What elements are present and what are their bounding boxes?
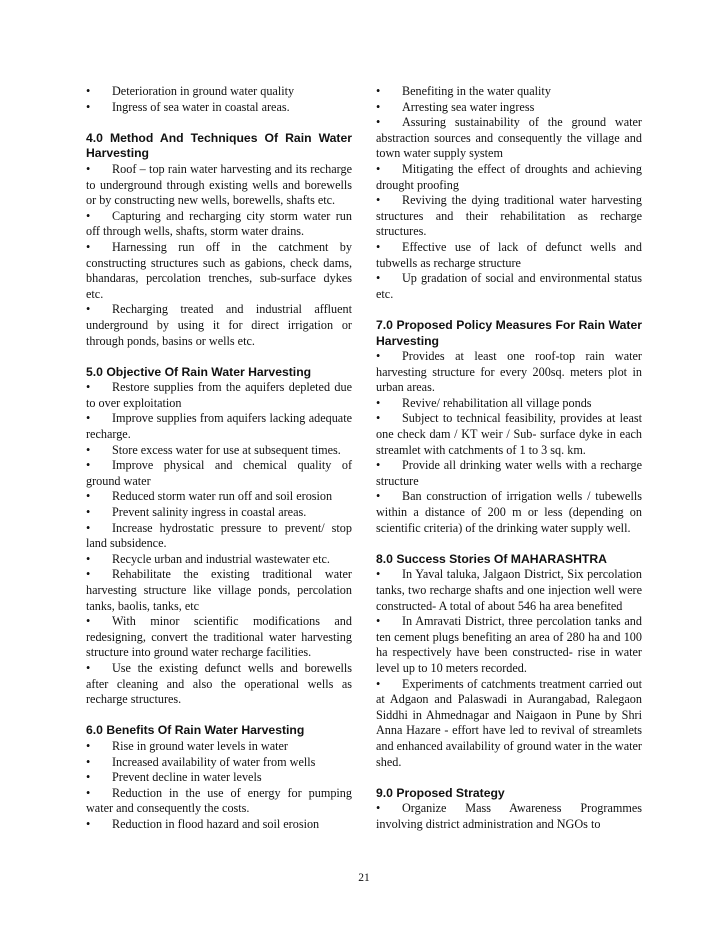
- bullet-icon: •: [376, 458, 381, 473]
- bullet-icon: •: [86, 505, 91, 520]
- section-gap: [376, 770, 642, 786]
- bullet-icon: •: [376, 567, 381, 582]
- bullet-icon: •: [86, 520, 91, 535]
- bullet-icon: •: [376, 676, 381, 691]
- left-column: [86, 84, 352, 833]
- bullet-text: Increase hydrostatic pressure to prevent/ stop land subsidence.: [86, 520, 352, 551]
- section-gap: [376, 302, 642, 318]
- bullet-icon: •: [86, 302, 91, 317]
- bullet-item: [86, 521, 352, 552]
- bullet-text: Reduced storm water run off and soil erosion: [112, 489, 333, 504]
- bullet-text: Recycle urban and industrial wastewater etc.: [112, 551, 330, 566]
- bullet-item: [86, 162, 352, 209]
- section-gap: [86, 115, 352, 131]
- bullet-text: Effective use of lack of defunct wells and tubwells as recharge structure: [376, 239, 642, 270]
- bullet-text: Revive/ rehabilitation all village ponds: [402, 395, 592, 410]
- bullet-icon: •: [376, 239, 381, 254]
- bullet-item: [86, 786, 352, 817]
- bullet-item: [86, 302, 352, 349]
- bullet-text: Reviving the dying traditional water harvesting structures and their rehabilitation as recharge structures.: [376, 193, 642, 239]
- bullet-icon: •: [376, 395, 381, 410]
- bullet-item: [376, 271, 642, 302]
- bullet-item: [376, 100, 642, 116]
- bullet-item: [86, 100, 352, 116]
- bullet-item: [86, 489, 352, 505]
- bullet-icon: •: [86, 489, 91, 504]
- bullet-item: [376, 801, 642, 832]
- bullet-text: Improve supplies from aquifers lacking adequate recharge.: [86, 411, 352, 442]
- bullet-text: Provides at least one roof-top rain water harvesting structure for every 200sq. meters plot in urban areas.: [376, 349, 642, 395]
- bullet-text: Reduction in flood hazard and soil erosion: [112, 816, 320, 831]
- bullet-icon: •: [376, 489, 381, 504]
- bullet-item: [376, 489, 642, 536]
- bullet-text: Arresting sea water ingress: [402, 99, 535, 114]
- bullet-text: Use the existing defunct wells and borewells after cleaning and also the operational wells as recharge structures.: [86, 660, 352, 707]
- bullet-item: [86, 380, 352, 411]
- bullet-text: Increased availability of water from wells: [112, 754, 316, 769]
- bullet-item: [376, 614, 642, 676]
- bullet-icon: •: [86, 161, 91, 176]
- bullet-text: Up gradation of social and environmental status etc.: [376, 271, 642, 301]
- bullet-item: [86, 567, 352, 614]
- section-heading: 9.0 Proposed Strategy: [376, 785, 505, 800]
- bullet-item: [86, 443, 352, 459]
- bullet-text: In Amravati District, three percolation tanks and ten cement plugs benefiting an area of 280 ha and 100 ha respectively have been constructed- rise in water level up to 10 meters recorded.: [376, 614, 642, 675]
- bullet-icon: •: [376, 161, 381, 176]
- bullet-icon: •: [86, 738, 91, 753]
- bullet-text: Mitigating the effect of droughts and achieving drought proofing: [376, 161, 642, 192]
- bullet-item: [376, 162, 642, 193]
- bullet-text: Ban construction of irrigation wells / tubewells within a distance of 200 m or less (depending on scientific criteria) of the drinking water supply well.: [376, 489, 642, 535]
- bullet-text: Harnessing run off in the catchment by constructing structures such as gabions, check dams, bhandaras, percolation trenches, sub-surface dykes etc.: [86, 239, 352, 301]
- bullet-icon: •: [86, 411, 91, 426]
- bullet-item: [86, 552, 352, 568]
- section-heading: 5.0 Objective Of Rain Water Harvesting: [86, 364, 312, 379]
- bullet-icon: •: [86, 567, 91, 582]
- bullet-item: [86, 458, 352, 489]
- bullet-text: Rise in ground water levels in water: [112, 738, 288, 753]
- bullet-text: Organize Mass Awareness Programmes involving district administration and NGOs to: [376, 801, 642, 831]
- page-number: 21: [358, 872, 370, 884]
- bullet-icon: •: [86, 785, 91, 800]
- bullet-text: Prevent decline in water levels: [112, 770, 262, 785]
- section-heading: 6.0 Benefits Of Rain Water Harvesting: [86, 723, 305, 738]
- bullet-item: [376, 411, 642, 458]
- bullet-text: Improve physical and chemical quality of ground water: [86, 458, 352, 488]
- bullet-icon: •: [376, 614, 381, 629]
- bullet-item: [86, 84, 352, 100]
- bullet-icon: •: [86, 84, 91, 98]
- bullet-text: Roof – top rain water harvesting and its recharge to underground through existing wells and borewells or by constructing new wells, borewells, shafts etc.: [86, 161, 352, 208]
- bullet-text: Capturing and recharging city storm water run off through wells, shafts, storm water drains.: [86, 208, 352, 239]
- bullet-text: With minor scientific modifications and redesigning, convert the traditional water harvesting structure into ground water recharge facilities.: [86, 614, 352, 660]
- bullet-item: [376, 396, 642, 412]
- right-column: [376, 84, 642, 833]
- bullet-item: [376, 84, 642, 100]
- bullet-text: Ingress of sea water in coastal areas.: [112, 99, 290, 114]
- bullet-icon: •: [86, 380, 91, 395]
- bullet-icon: •: [86, 99, 91, 114]
- bullet-item: [86, 817, 352, 833]
- bullet-icon: •: [376, 193, 381, 208]
- section-heading: 4.0 Method And Techniques Of Rain Water Harvesting: [86, 130, 352, 161]
- bullet-item: [376, 349, 642, 396]
- bullet-icon: •: [376, 349, 381, 364]
- bullet-item: [86, 661, 352, 708]
- bullet-text: Store excess water for use at subsequent times.: [112, 442, 341, 457]
- bullet-item: [376, 567, 642, 614]
- bullet-item: [376, 458, 642, 489]
- bullet-icon: •: [376, 84, 381, 98]
- bullet-item: [86, 614, 352, 661]
- bullet-text: Rehabilitate the existing traditional water harvesting structure like village ponds, percolation tanks, baolis, tanks, etc: [86, 567, 352, 613]
- section-gap: [376, 536, 642, 552]
- bullet-item: [86, 770, 352, 786]
- bullet-item: [86, 739, 352, 755]
- section-heading: 7.0 Proposed Policy Measures For Rain Water Harvesting: [376, 317, 642, 348]
- bullet-icon: •: [376, 99, 381, 114]
- section-heading: 8.0 Success Stories Of MAHARASHTRA: [376, 551, 607, 566]
- bullet-text: Recharging treated and industrial affluent underground by using it for direct irrigation or through ponds, basins or wells etc.: [86, 302, 352, 348]
- bullet-icon: •: [86, 660, 91, 675]
- bullet-text: Restore supplies from the aquifers depleted due to over exploitation: [86, 380, 352, 410]
- bullet-icon: •: [376, 271, 381, 286]
- bullet-text: Experiments of catchments treatment carried out at Adgaon and Palaswadi in Aurangabad, Ralegaon Siddhi in Ahmednagar and Naigaon in Pune by Shri Anna Hazare - effort have led to revival of streamlets and enhanced availability of ground water in the water shed.: [376, 676, 642, 769]
- bullet-item: [86, 240, 352, 302]
- bullet-icon: •: [86, 754, 91, 769]
- bullet-text: In Yaval taluka, Jalgaon District, Six percolation tanks, two recharge shafts and one injection well were constructed- A total of about 546 ha area benefited: [376, 567, 642, 613]
- bullet-icon: •: [86, 458, 91, 473]
- bullet-icon: •: [86, 551, 91, 566]
- bullet-text: Benefiting in the water quality: [402, 84, 551, 98]
- bullet-item: [376, 193, 642, 240]
- bullet-icon: •: [86, 614, 91, 629]
- bullet-item: [86, 411, 352, 442]
- bullet-icon: •: [86, 208, 91, 223]
- bullet-item: [86, 755, 352, 771]
- bullet-icon: •: [86, 816, 91, 831]
- bullet-icon: •: [376, 801, 381, 816]
- section-gap: [86, 349, 352, 365]
- bullet-icon: •: [86, 770, 91, 785]
- bullet-text: Prevent salinity ingress in coastal areas.: [112, 505, 307, 520]
- bullet-text: Provide all drinking water wells with a recharge structure: [376, 458, 642, 488]
- bullet-text: Assuring sustainability of the ground water abstraction sources and consequently the village and town water supply system: [376, 115, 642, 161]
- bullet-icon: •: [86, 239, 91, 254]
- bullet-icon: •: [376, 115, 381, 130]
- bullet-text: Reduction in the use of energy for pumping water and consequently the costs.: [86, 785, 352, 816]
- bullet-icon: •: [376, 411, 381, 426]
- bullet-item: [376, 677, 642, 771]
- bullet-icon: •: [86, 442, 91, 457]
- bullet-text: Subject to technical feasibility, provides at least one check dam / KT weir / Sub- surface dyke in each streamlet with catchments of 1 to 3 sq. km.: [376, 411, 642, 457]
- bullet-item: [376, 115, 642, 162]
- bullet-item: [86, 505, 352, 521]
- bullet-item: [376, 240, 642, 271]
- section-gap: [86, 708, 352, 724]
- bullet-item: [86, 209, 352, 240]
- bullet-text: Deterioration in ground water quality: [112, 84, 295, 98]
